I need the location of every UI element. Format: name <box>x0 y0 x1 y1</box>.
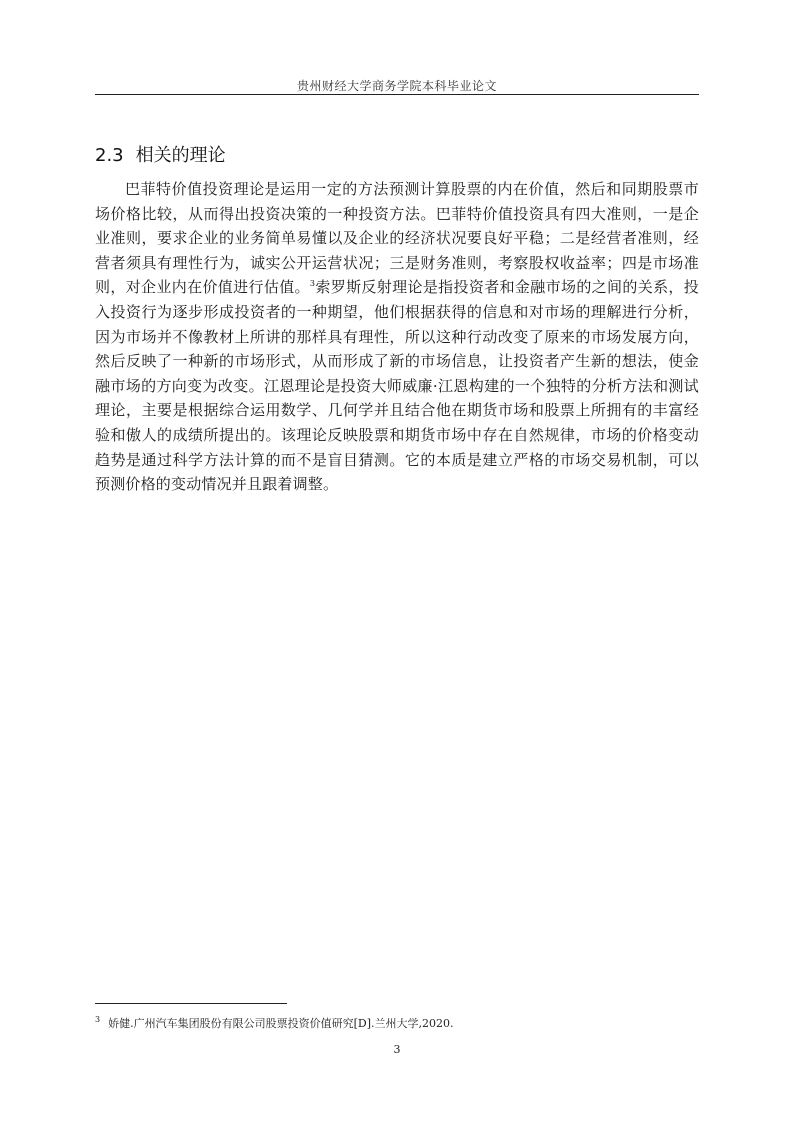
page-number: 3 <box>393 1043 401 1056</box>
footnote-mark: 3 <box>95 1015 101 1025</box>
paragraph-text-part1: 巴菲特价值投资理论是运用一定的方法预测计算股票的内在价值，然后和同期股票市场价格比较，从而得出投资决策的一种投资方法。巴菲特价值投资具有四大准则，一是企业准则，要求企业的业务简单易懂以及企业的经济状况要良好平稳；二是经营者准则，经营者须具有理性行为，诚实公开运营状况；三是财务准则，考察股权收益率；四是市场准则，对企业内在价值进行估值。 <box>95 180 699 297</box>
running-header: 贵州财经大学商务学院本科毕业论文 <box>296 79 497 93</box>
footnote-divider <box>95 1003 287 1004</box>
section-heading <box>95 141 226 167</box>
body-paragraph <box>95 177 699 497</box>
paragraph-text-part2: 索罗斯反射理论是指投资者和金融市场的之间的关系，投入投资行为逐步形成投资者的一种期望，他们根据获得的信息和对市场的理解进行分析，因为市场并不像教材上所讲的那样具有理性，所以这种行动改变了原来的市场发展方向，然后反映了一种新的市场形式，从而形成了新的市场信息，让投资者产生新的想法，使金融市场的方向变为改变。江恩理论是投资大师威廉·江恩构建的一个独特的分析方法和测试理论，主要是根据综合运用数学、几何学并且结合他在期货市场和股票上所拥有的丰富经验和傲人的成绩所提出的。该理论反映股票和期货市场中存在自然规律，市场的价格变动趋势是通过科学方法计算的而不是盲目猜测。它的本质是建立严格的市场交易机制，可以预测价格的变动情况并且跟着调整。 <box>95 278 699 494</box>
section-number: 2.3 <box>95 145 124 166</box>
footnote-reference[interactable]: 3 <box>309 279 316 289</box>
footnote-text: 娇健.广州汽车集团股份有限公司股票投资价值研究[D].兰州大学,2020. <box>108 1017 454 1030</box>
header-divider <box>95 94 699 95</box>
section-title: 相关的理论 <box>135 145 226 166</box>
footnote <box>95 1015 699 1031</box>
